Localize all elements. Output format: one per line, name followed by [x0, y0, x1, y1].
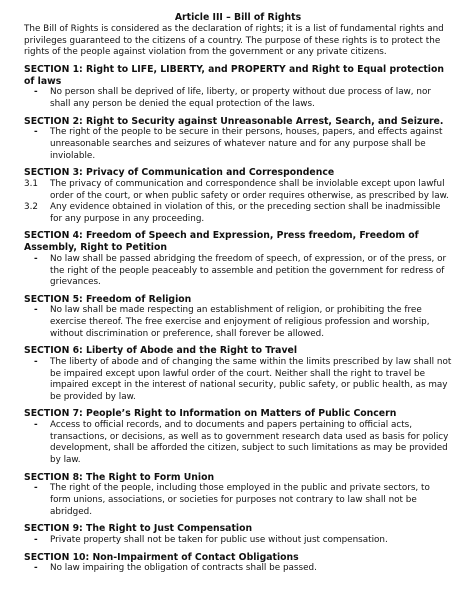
section-1: [24, 64, 452, 111]
item-text: The right of the people to be secure in their persons, houses, papers, and effects against unreasonable searches and seizures of whatever nature and for any purpose shall be inviolable.: [50, 127, 443, 161]
section-heading: SECTION 9: The Right to Just Compensation: [24, 523, 253, 535]
section-8: [24, 472, 452, 519]
section-6: [24, 345, 452, 403]
section-item: [24, 535, 452, 547]
section-heading: SECTION 6: Liberty of Abode and the Right to Travel: [24, 345, 298, 357]
section-item: [24, 87, 452, 110]
section-5: [24, 294, 452, 341]
bullet-dash: -: [34, 357, 38, 368]
bullet-dash: -: [34, 563, 38, 574]
section-heading: SECTION 7: People’s Right to Information on Matters of Public Concern: [24, 408, 397, 420]
bullet-dash: -: [34, 483, 38, 494]
section-item: [24, 305, 452, 340]
item-text: The liberty of abode and of changing the same within the limits prescribed by law shall not be impaired except upon lawful order of the court. Neither shall the right to travel be impaired except in the interest of national security, public safety, or public health, as may be provided by law.: [50, 357, 452, 402]
section-7: [24, 408, 452, 466]
section-2: [24, 116, 452, 163]
item-text: Access to official records, and to documents and papers pertaining to official acts, transactions, or decisions, as well as to government research data used as basis for policy development, shall be afforded the citizen, subject to such limitations as may be provided by law.: [50, 420, 449, 466]
section-item: [24, 420, 452, 466]
section-item: [24, 179, 452, 202]
section-heading: SECTION 5: Freedom of Religion: [24, 293, 192, 305]
item-number: 3.2: [24, 202, 38, 213]
section-item: [24, 202, 452, 225]
item-number: 3.1: [24, 178, 38, 189]
section-item: [24, 357, 452, 403]
section-3: [24, 167, 452, 225]
section-item: [24, 254, 452, 289]
intro-paragraph: The Bill of Rights is considered as the declaration of rights; it is a list of fundamental rights and privileges guaranteed to the citizens of a country. The purpose of these rights is to protect the rights of the people against violation from the government or any private citizens.: [24, 24, 444, 58]
section-heading: SECTION 3: Privacy of Communication and Correspondence: [24, 167, 335, 179]
section-heading: SECTION 2: Right to Security against Unreasonable Arrest, Search, and Seizure.: [24, 115, 444, 127]
section-4: [24, 230, 452, 288]
bullet-dash: -: [34, 253, 38, 264]
section-item: [24, 127, 452, 162]
document-title: Article III – Bill of Rights: [174, 12, 302, 23]
document-page: [24, 12, 452, 580]
item-text: No law impairing the obligation of contracts shall be passed.: [50, 563, 317, 574]
section-heading: SECTION 10: Non-Impairment of Contact Obligations: [24, 551, 299, 563]
item-text: No law shall be passed abridging the freedom of speech, of expression, or of the press, or the right of the people peaceably to assemble and petition the government for redress of grievances.: [50, 253, 447, 288]
item-text: No law shall be made respecting an establishment of religion, or prohibiting the free exercise thereof. The free exercise and enjoyment of religious profession and worship, without discrimination or preference, shall forever be allowed.: [50, 305, 430, 339]
bullet-dash: -: [34, 534, 38, 545]
bullet-dash: -: [34, 127, 38, 138]
section-10: [24, 552, 452, 575]
item-text: The privacy of communication and correspondence shall be inviolable except upon lawful order of the court, or when public safety or order requires otherwise, as prescribed by law.: [50, 178, 449, 201]
bullet-dash: -: [34, 420, 38, 431]
section-item: [24, 563, 452, 575]
item-text: Any evidence obtained in violation of this, or the preceding section shall be inadmissible for any purpose in any proceeding.: [50, 202, 441, 224]
sections-container: [24, 64, 452, 575]
bullet-dash: -: [34, 305, 38, 316]
item-text: The right of the people, including those employed in the public and private sectors, to form unions, associations, or societies for purposes not contrary to law shall not be abridged.: [50, 483, 430, 517]
section-9: [24, 523, 452, 546]
item-text: No person shall be deprived of life, liberty, or property without due process of law, nor shall any person be denied the equal protection of the laws.: [50, 87, 431, 109]
section-heading: SECTION 1: Right to LIFE, LIBERTY, and PROPERTY and Right to Equal protection of laws: [24, 63, 444, 87]
section-item: [24, 483, 452, 518]
section-heading: SECTION 4: Freedom of Speech and Expression, Press freedom, Freedom of Assembly, Right to Petition: [24, 230, 419, 254]
bullet-dash: -: [34, 87, 38, 98]
item-text: Private property shall not be taken for public use without just compensation.: [50, 534, 388, 545]
section-heading: SECTION 8: The Right to Form Union: [24, 471, 215, 483]
